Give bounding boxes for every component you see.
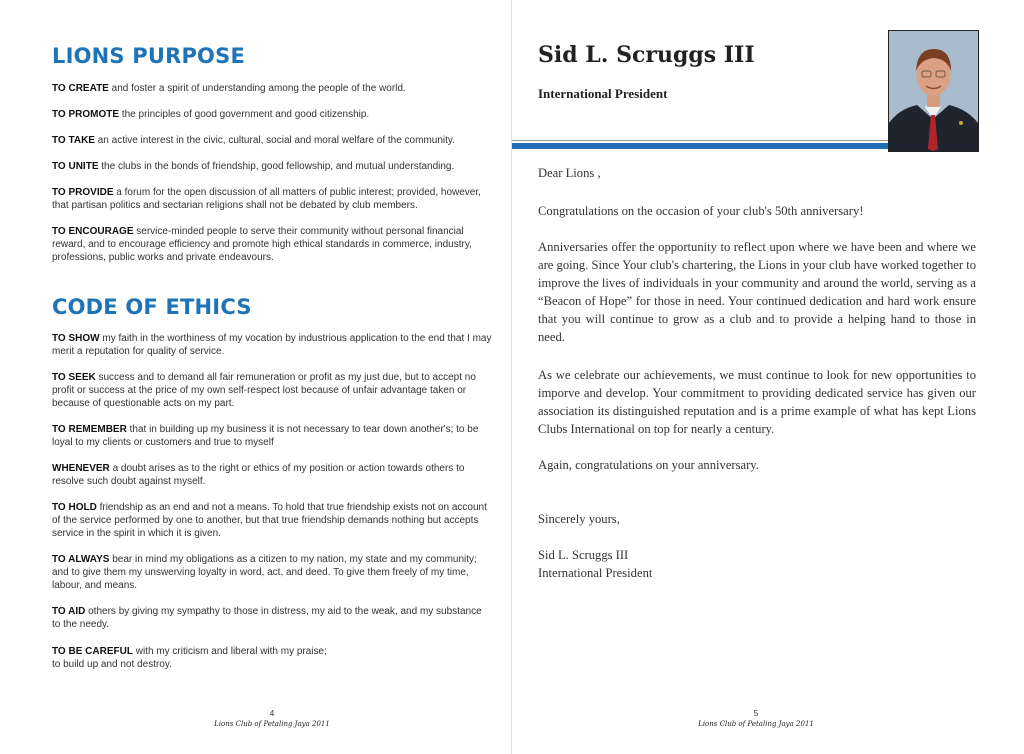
ethics-item bbox=[52, 605, 492, 631]
letter-paragraph: Congratulations on the occasion of your club's 50th anniversary! bbox=[538, 204, 864, 218]
ethics-item-text: success and to demand all fair remuneration or profit as my just due, but to accept no profit or success at the price of my own self-respect lost because of unfair advantage taken or because of questionable acts on my part. bbox=[52, 372, 476, 409]
page-footer: Lions Club of Petaling Jaya 2011 bbox=[698, 720, 814, 728]
purpose-item-lead: TO ENCOURAGE bbox=[52, 226, 134, 237]
purpose-item-text: service-minded people to serve their community without personal financial reward, and to encourage efficiency and promote high ethical standards in commerce, industry, professions, public works and private endeavours. bbox=[52, 226, 472, 263]
president-title: International President bbox=[538, 86, 668, 101]
purpose-item bbox=[52, 134, 492, 147]
purpose-item-lead: TO PROVIDE bbox=[52, 187, 114, 198]
purpose-item-text: a forum for the open discussion of all matters of public interest; provided, however, that partisan politics and sectarian religions shall not be debated by club members. bbox=[52, 187, 481, 211]
ethics-item-lead: TO SHOW bbox=[52, 333, 100, 344]
purpose-item bbox=[52, 186, 492, 212]
ethics-item bbox=[52, 371, 492, 410]
purpose-item-text: the principles of good government and good citizenship. bbox=[119, 109, 370, 120]
purpose-item bbox=[52, 82, 492, 95]
header-accent-bar bbox=[512, 143, 890, 149]
ethics-item-lead: TO ALWAYS bbox=[52, 554, 110, 565]
ethics-item-text: friendship as an end and not a means. To hold that true friendship exists not on account of the service performed by one to another, but that true friendship demands nothing but accepts service in the spirit in which it is given. bbox=[52, 502, 487, 539]
ethics-item-lead: TO AID bbox=[52, 606, 86, 617]
letter-salutation: Dear Lions , bbox=[538, 166, 601, 180]
page-number: 4 bbox=[269, 709, 275, 718]
portrait-image bbox=[889, 31, 978, 151]
page-footer: Lions Club of Petaling Jaya 2011 bbox=[214, 720, 330, 728]
letter-closing: Sincerely yours, bbox=[538, 512, 620, 526]
ethics-item-lead: TO SEEK bbox=[52, 372, 96, 383]
header-divider bbox=[512, 140, 890, 141]
purpose-item bbox=[52, 225, 492, 264]
purpose-item-text: and foster a spirit of understanding among the people of the world. bbox=[108, 83, 406, 94]
ethics-item bbox=[52, 462, 492, 488]
ethics-item-lead: WHENEVER bbox=[52, 463, 110, 474]
ethics-item bbox=[52, 332, 492, 358]
purpose-item bbox=[52, 160, 492, 173]
code-of-ethics-heading: CODE OF ETHICS bbox=[52, 295, 252, 319]
purpose-item bbox=[52, 108, 492, 121]
letter-paragraph: Again, congratulations on your anniversary. bbox=[538, 458, 759, 472]
letter-paragraph: As we celebrate our achievements, we must continue to look for new opportunities to imporve and develop. Your commitment to providing dedicated service has given our association its distinguished reputation and is a prime example of what has kept Lions Clubs International on top for nearly a century. bbox=[538, 368, 976, 436]
purpose-item-lead: TO TAKE bbox=[52, 135, 95, 146]
ethics-item bbox=[52, 501, 492, 540]
ethics-item-text: others by giving my sympathy to those in distress, my aid to the weak, and my substance to the needy. bbox=[52, 606, 482, 630]
page-number: 5 bbox=[753, 709, 759, 718]
purpose-item-text: the clubs in the bonds of friendship, good fellowship, and mutual understanding. bbox=[98, 161, 455, 172]
letter-paragraph: Anniversaries offer the opportunity to reflect upon where we have been and where we are going. Since Your club's chartering, the Lions in your club have worked together to improve the lives of individuals in your community and around the world, serving as a “Beacon of Hope” for those in need. Your continued dedication and hard work ensure that you will continue to grow as a club and to provide a helping hand to those in need. bbox=[538, 240, 976, 344]
ethics-item-lead: TO BE CAREFUL bbox=[52, 646, 133, 657]
ethics-item-text: that in building up my business it is not necessary to tear down another's; to be loyal to my clients or customers and true to myself bbox=[52, 424, 479, 448]
ethics-item-text: with my criticism and liberal with my praise; to build up and not destroy. bbox=[52, 646, 327, 670]
ethics-item-text: bear in mind my obligations as a citizen to my nation, my state and my community; and to give them my unswerving loyalty in word, act, and deed. To give them freely of my time, labour, and means. bbox=[52, 554, 477, 591]
purpose-item-lead: TO UNITE bbox=[52, 161, 99, 172]
ethics-item bbox=[52, 553, 492, 592]
ethics-item-lead: TO HOLD bbox=[52, 502, 97, 513]
purpose-item-lead: TO PROMOTE bbox=[52, 109, 120, 120]
ethics-item bbox=[52, 645, 332, 671]
ethics-item-lead: TO REMEMBER bbox=[52, 424, 127, 435]
signature-name: Sid L. Scruggs III bbox=[538, 548, 629, 562]
president-name: Sid L. Scruggs III bbox=[538, 42, 755, 68]
ethics-item-text: a doubt arises as to the right or ethics of my position or action towards others to resolve such doubt against myself. bbox=[52, 463, 465, 487]
signature-title: International President bbox=[538, 566, 653, 580]
purpose-item-text: an active interest in the civic, cultural, social and moral welfare of the community. bbox=[94, 135, 455, 146]
lions-purpose-heading: LIONS PURPOSE bbox=[52, 44, 245, 68]
purpose-item-lead: TO CREATE bbox=[52, 83, 109, 94]
right-page bbox=[512, 0, 1024, 754]
president-portrait bbox=[888, 30, 979, 152]
ethics-item-text: my faith in the worthiness of my vocation by industrious application to the end that I may merit a reputation for quality of service. bbox=[52, 333, 492, 357]
ethics-item bbox=[52, 423, 492, 449]
